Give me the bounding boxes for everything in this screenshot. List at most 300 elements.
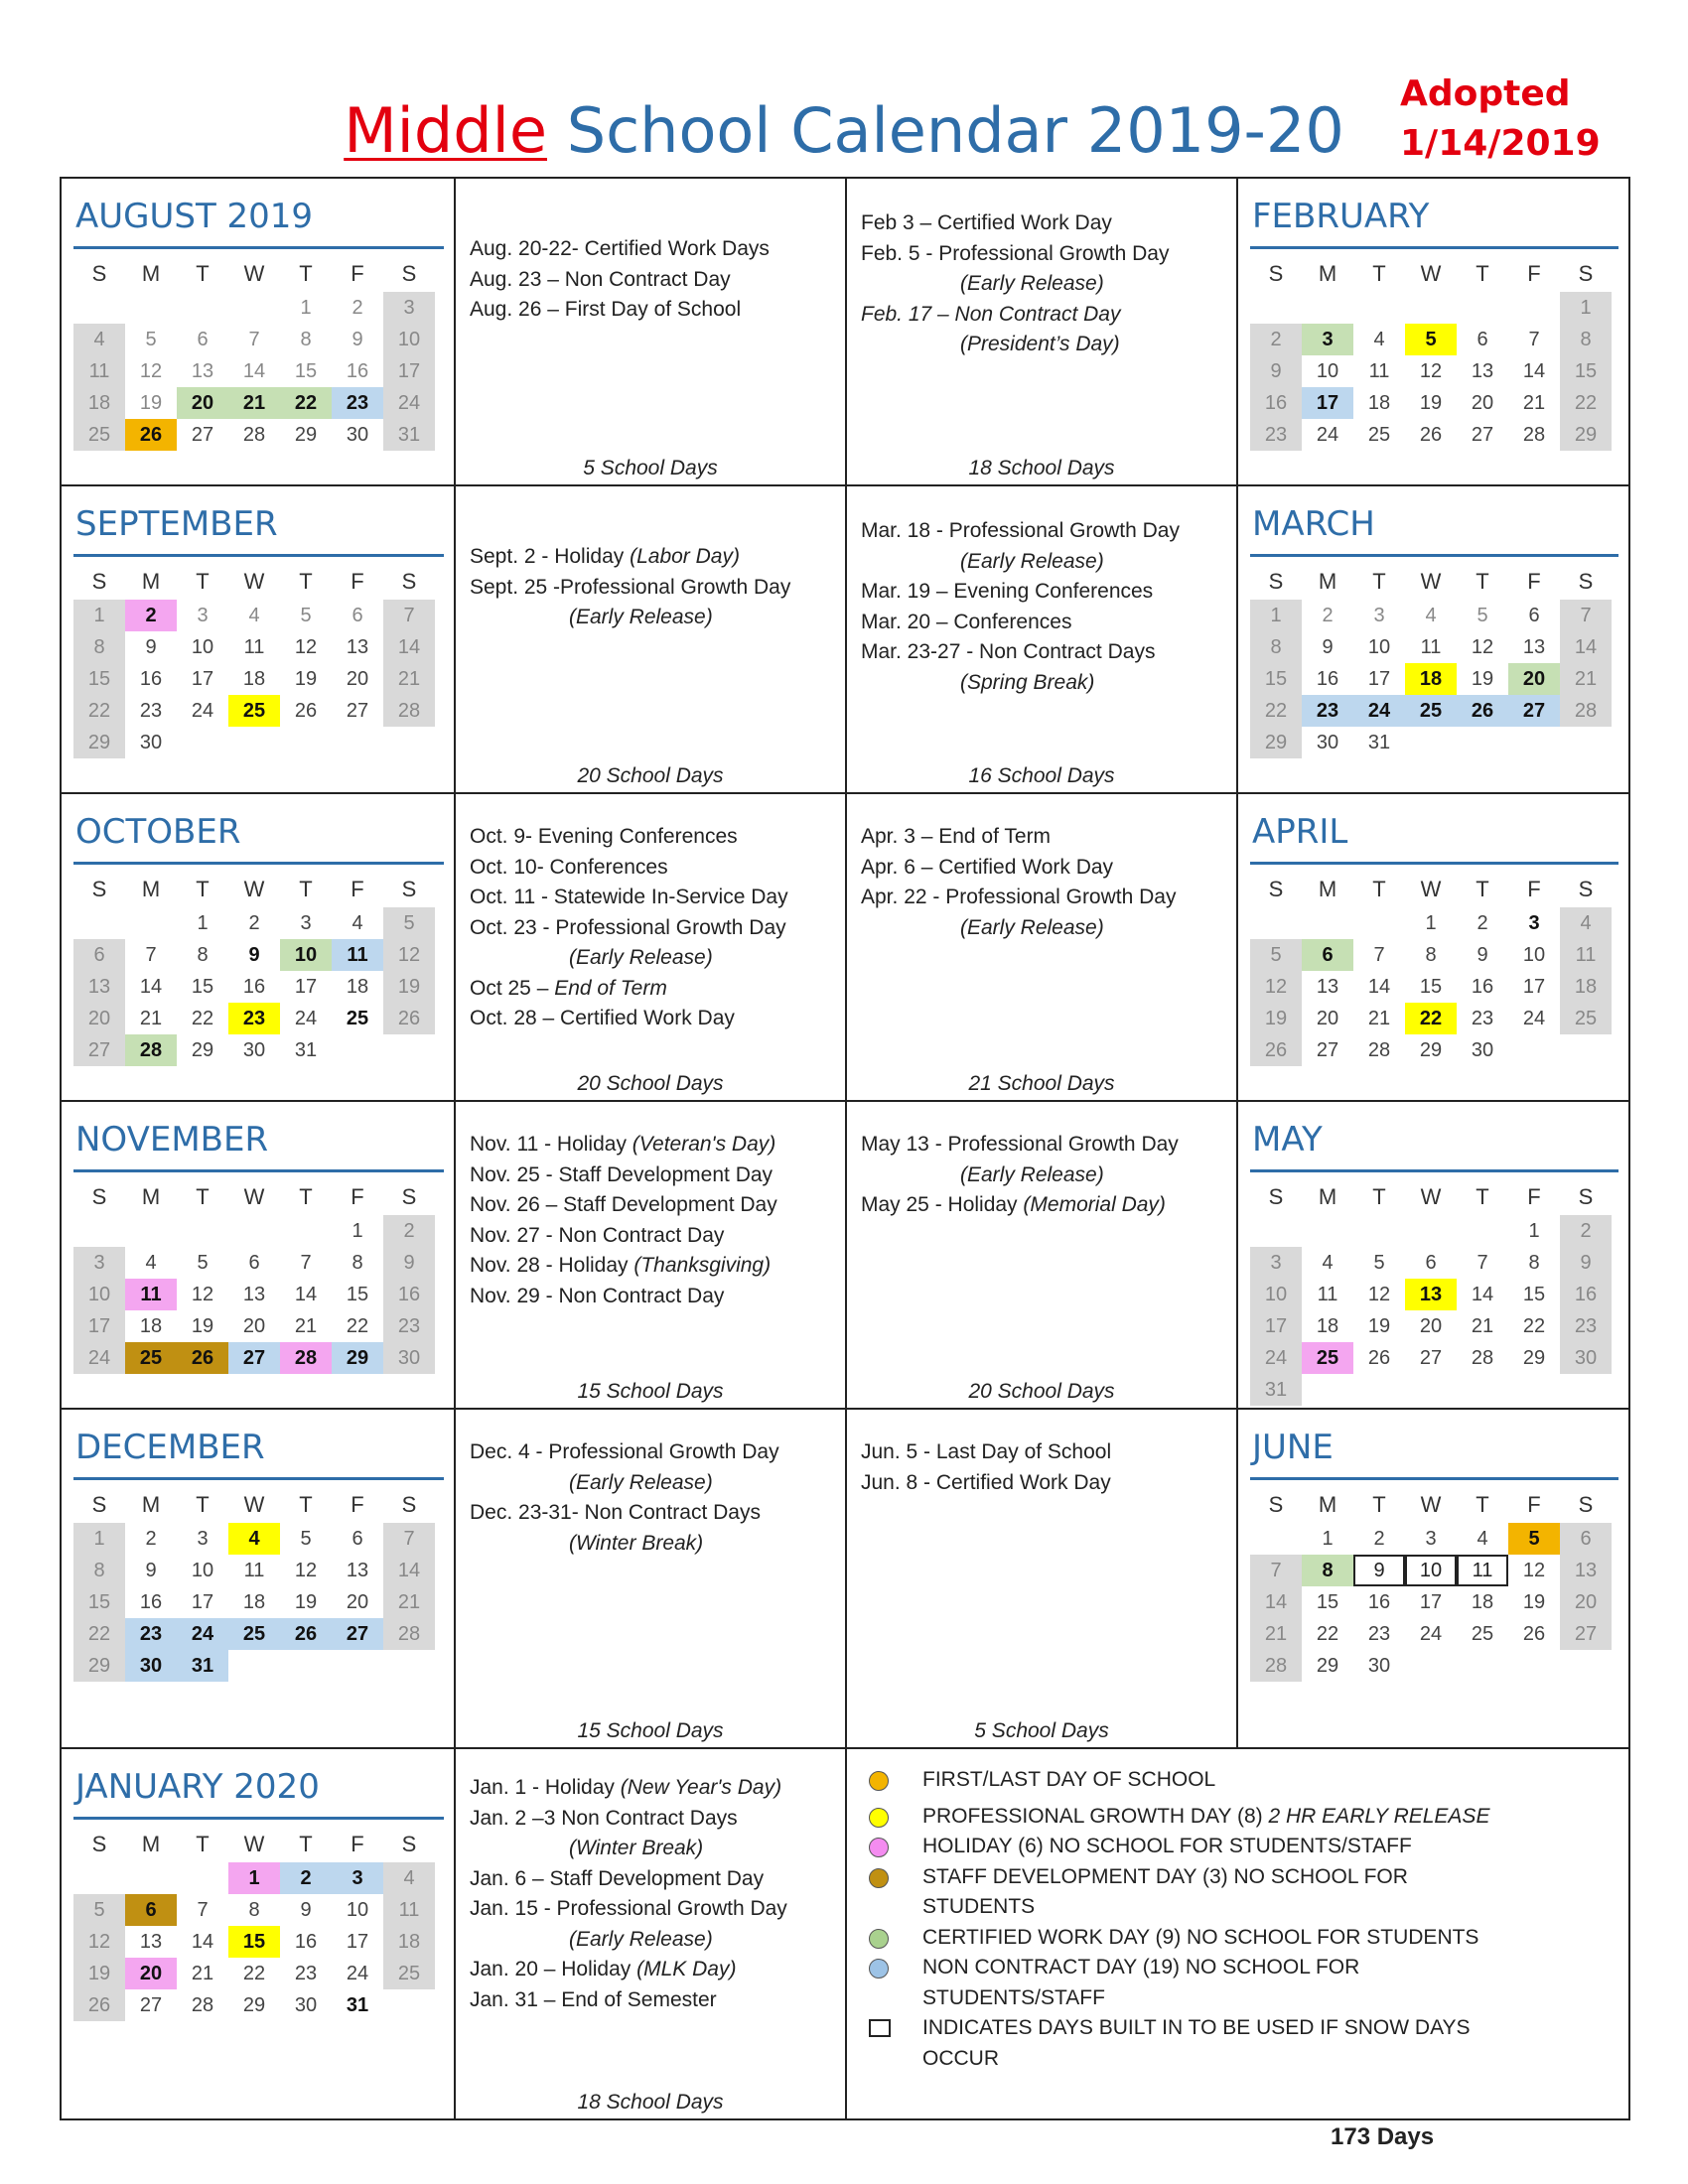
- event-text: Jan. 31 – End of Semester: [470, 1987, 717, 2011]
- day-cell: 24: [1419, 1622, 1443, 1645]
- week-row: [1250, 1279, 1612, 1310]
- empty-day-cell: [1508, 1374, 1560, 1406]
- day-cell: 26: [294, 699, 318, 722]
- day-cell: 4: [1560, 907, 1612, 939]
- day-cell: 24: [294, 1007, 318, 1029]
- day-cell: 2: [1250, 324, 1302, 355]
- event-text: Oct. 28 – Certified Work Day: [470, 1007, 735, 1029]
- event-item: [861, 1468, 1226, 1499]
- day-cell: 20: [1316, 1007, 1339, 1029]
- month-table: [73, 1487, 435, 1682]
- empty-day-cell: [177, 292, 228, 324]
- empty-day-cell: [1250, 1215, 1302, 1247]
- week-row: [73, 1650, 435, 1682]
- week-row: [1250, 292, 1612, 324]
- event-item: [861, 822, 1226, 853]
- weekday-header: W: [243, 1832, 265, 1856]
- event-list: [861, 516, 1226, 698]
- day-cell: 16: [1250, 387, 1302, 419]
- empty-day-cell: [1405, 292, 1457, 324]
- month-cell-jun: [1238, 1410, 1628, 1749]
- day-cell: 18: [1316, 1314, 1339, 1337]
- day-cell: 14: [383, 1555, 435, 1586]
- event-text: Jun. 5 - Last Day of School: [861, 1440, 1112, 1463]
- week-row: [73, 1989, 435, 2021]
- day-cell: 12: [383, 939, 435, 971]
- day-cell: 2: [352, 296, 363, 319]
- event-text: Apr. 22 - Professional Growth Day: [861, 886, 1177, 908]
- weekday-header: F: [351, 261, 364, 286]
- events-cell-feb: [847, 179, 1238, 486]
- empty-day-cell: [228, 1650, 280, 1682]
- day-cell: 3: [1425, 1527, 1437, 1550]
- day-cell: 4: [1373, 328, 1385, 350]
- day-cell: 22: [280, 387, 332, 419]
- event-item: [861, 853, 1226, 884]
- day-cell: 4: [73, 324, 125, 355]
- day-cell: 9: [300, 1898, 312, 1921]
- day-cell: 14: [1560, 631, 1612, 663]
- weekday-header: W: [1420, 1492, 1442, 1517]
- event-item: [861, 608, 1226, 638]
- event-item: [470, 1498, 835, 1529]
- day-cell: 10: [1367, 635, 1391, 658]
- day-cell: 28: [280, 1342, 332, 1374]
- day-cell: 12: [1367, 1283, 1391, 1305]
- month-name: JANUARY 2020: [75, 1767, 320, 1807]
- month-name: FEBRUARY: [1252, 197, 1430, 236]
- event-item: [470, 1282, 835, 1312]
- legend-dot-icon: [869, 1808, 889, 1828]
- day-cell: 13: [1560, 1555, 1612, 1586]
- day-cell: 18: [139, 1314, 163, 1337]
- weekday-header: T: [196, 261, 210, 286]
- day-cell: 9: [145, 1559, 157, 1581]
- day-cell: 22: [1522, 1314, 1546, 1337]
- day-cell: 13: [1405, 1279, 1457, 1310]
- day-cell: 4: [383, 1862, 435, 1894]
- event-item: [861, 300, 1226, 331]
- event-item: (Early Release): [569, 946, 713, 969]
- event-text: Mar. 19 – Evening Conferences: [861, 580, 1154, 603]
- day-cell: 13: [1316, 975, 1339, 998]
- day-cell: 29: [73, 727, 125, 758]
- day-cell: 9: [1353, 1555, 1405, 1586]
- day-cell: 16: [1367, 1590, 1391, 1613]
- day-cell: 23: [1367, 1622, 1391, 1645]
- day-cell: 6: [197, 328, 209, 350]
- day-cell: 5: [145, 328, 157, 350]
- day-cell: 23: [332, 387, 383, 419]
- empty-day-cell: [228, 1215, 280, 1247]
- day-cell: 17: [1367, 667, 1391, 690]
- day-cell: 3: [383, 292, 435, 324]
- weekday-header: W: [243, 569, 265, 594]
- day-cell: 5: [1373, 1251, 1385, 1274]
- weekday-header: S: [91, 569, 107, 594]
- day-cell: 20: [177, 387, 228, 419]
- legend-label-cont: STUDENTS/STAFF: [922, 1985, 1105, 2009]
- day-cell: 23: [1560, 1310, 1612, 1342]
- day-cell: 22: [1316, 1622, 1339, 1645]
- event-text: Jan. 15 - Professional Growth Day: [470, 1897, 787, 1920]
- event-list: [861, 208, 1226, 360]
- event-item: (Early Release): [960, 272, 1104, 295]
- event-list: [470, 542, 835, 633]
- day-cell: 28: [1522, 423, 1546, 446]
- day-cell: 9: [383, 1247, 435, 1279]
- day-cell: 24: [1522, 1007, 1546, 1029]
- week-row: [1250, 1555, 1612, 1586]
- week-row: [73, 1310, 435, 1342]
- month-table: [73, 564, 435, 758]
- legend-item: [859, 1862, 1618, 1923]
- day-cell: 28: [242, 423, 266, 446]
- empty-day-cell: [1457, 1650, 1508, 1682]
- event-list: [470, 1130, 835, 1311]
- day-cell: 22: [1250, 695, 1302, 727]
- day-cell: 14: [139, 975, 163, 998]
- adopted-stamp: [1400, 69, 1601, 169]
- day-cell: 25: [1367, 423, 1391, 446]
- day-cell: 21: [294, 1314, 318, 1337]
- month-name: AUGUST 2019: [75, 197, 314, 236]
- weekday-header: W: [1420, 877, 1442, 901]
- day-cell: 19: [191, 1314, 214, 1337]
- day-cell: 30: [294, 1993, 318, 2016]
- event-text: Oct. 10- Conferences: [470, 855, 668, 879]
- empty-day-cell: [1353, 907, 1405, 939]
- week-row: [73, 1003, 435, 1034]
- day-cell: 19: [1367, 1314, 1391, 1337]
- event-item: [470, 1190, 835, 1221]
- empty-day-cell: [73, 907, 125, 939]
- week-row: [73, 1555, 435, 1586]
- month-cell-aug: [62, 179, 456, 486]
- day-cell: 13: [346, 635, 369, 658]
- day-cell: 1: [1528, 1219, 1540, 1242]
- day-cell: 16: [242, 975, 266, 998]
- month-name: MAY: [1252, 1120, 1323, 1160]
- day-cell: 24: [177, 1618, 228, 1650]
- day-cell: 12: [1419, 359, 1443, 382]
- week-row: [1250, 1003, 1612, 1034]
- day-cell: 1: [197, 911, 209, 934]
- weekday-header: T: [1372, 261, 1386, 286]
- day-cell: 23: [1471, 1007, 1494, 1029]
- weekday-header: T: [299, 1184, 313, 1209]
- event-item: (Early Release): [960, 1162, 1104, 1186]
- month-name: OCTOBER: [75, 812, 241, 852]
- empty-day-cell: [1353, 292, 1405, 324]
- day-cell: 19: [1250, 1003, 1302, 1034]
- day-cell: 18: [383, 1926, 435, 1958]
- day-cell: 13: [1522, 635, 1546, 658]
- weekday-header: F: [1527, 569, 1541, 594]
- day-cell: 4: [248, 604, 260, 626]
- school-days: 5 School Days: [974, 1719, 1109, 1742]
- event-item: [470, 265, 835, 296]
- legend-label: NON CONTRACT DAY (19) NO SCHOOL FOR: [922, 1956, 1360, 1979]
- empty-day-cell: [383, 1034, 435, 1066]
- day-cell: 9: [1322, 635, 1334, 658]
- week-row: [1250, 727, 1612, 758]
- event-text: Mar. 23-27 - Non Contract Days: [861, 640, 1156, 663]
- event-list: [470, 822, 835, 1034]
- day-cell: 23: [294, 1962, 318, 1984]
- week-row: [1250, 324, 1612, 355]
- month-underline: [1250, 1477, 1618, 1480]
- day-cell: 25: [228, 1618, 280, 1650]
- month-underline: [73, 554, 444, 557]
- day-cell: 8: [300, 328, 312, 350]
- day-cell: 12: [1250, 971, 1302, 1003]
- event-item: [470, 295, 835, 326]
- event-text: Jan. 20 – Holiday: [470, 1958, 637, 1980]
- month-table: [73, 1179, 435, 1374]
- weekday-header: T: [196, 1492, 210, 1517]
- day-cell: 10: [383, 324, 435, 355]
- day-cell: 2: [145, 1527, 157, 1550]
- day-cell: 5: [73, 1894, 125, 1926]
- empty-day-cell: [1302, 1215, 1353, 1247]
- event-item: [470, 853, 835, 884]
- month-cell-feb: [1238, 179, 1628, 486]
- day-cell: 15: [1419, 975, 1443, 998]
- event-note: (MLK Day): [636, 1958, 737, 1980]
- week-row: [1250, 1034, 1612, 1066]
- day-cell: 8: [1302, 1555, 1353, 1586]
- empty-day-cell: [228, 292, 280, 324]
- weekday-header: S: [401, 261, 417, 286]
- weekday-header: W: [243, 1184, 265, 1209]
- day-cell: 24: [346, 1962, 369, 1984]
- event-list: [470, 1773, 835, 2015]
- day-cell: 24: [1353, 695, 1405, 727]
- day-cell: 12: [73, 1926, 125, 1958]
- day-cell: 28: [125, 1034, 177, 1066]
- day-cell: 2: [1373, 1527, 1385, 1550]
- day-cell: 14: [1471, 1283, 1494, 1305]
- day-cell: 29: [1316, 1654, 1339, 1677]
- event-item: [470, 1955, 835, 1985]
- day-cell: 3: [73, 1247, 125, 1279]
- weekday-header: M: [141, 261, 161, 286]
- empty-day-cell: [228, 727, 280, 758]
- weekday-header: S: [401, 569, 417, 594]
- day-cell: 22: [346, 1314, 369, 1337]
- event-item: (President’s Day): [960, 333, 1120, 355]
- legend-label-cont: STUDENTS: [922, 1895, 1036, 1918]
- week-row: [1250, 419, 1612, 451]
- empty-day-cell: [280, 727, 332, 758]
- weekday-header: S: [1578, 877, 1594, 901]
- event-text: Nov. 25 - Staff Development Day: [470, 1162, 774, 1186]
- events-cell-jun: [847, 1410, 1238, 1749]
- day-cell: 12: [139, 359, 163, 382]
- weekday-header-row: [1250, 564, 1612, 600]
- empty-day-cell: [73, 292, 125, 324]
- weekday-header-row: [1250, 872, 1612, 907]
- day-cell: 11: [1457, 1555, 1508, 1586]
- event-item: [470, 1251, 835, 1282]
- day-cell: 1: [1322, 1527, 1334, 1550]
- day-cell: 15: [1316, 1590, 1339, 1613]
- empty-day-cell: [1405, 1215, 1457, 1247]
- weekday-header: T: [299, 1492, 313, 1517]
- day-cell: 26: [280, 1618, 332, 1650]
- day-cell: 8: [73, 631, 125, 663]
- day-cell: 12: [294, 1559, 318, 1581]
- legend-note: 2 HR EARLY RELEASE: [1268, 1804, 1490, 1828]
- day-cell: 19: [1522, 1590, 1546, 1613]
- weekday-header: F: [351, 1832, 364, 1856]
- day-cell: 23: [139, 699, 163, 722]
- event-text: May 25 - Holiday: [861, 1193, 1024, 1216]
- month-table: [1250, 564, 1612, 758]
- empty-day-cell: [1353, 1374, 1405, 1406]
- month-cell-may: [1238, 1102, 1628, 1410]
- week-row: [1250, 1247, 1612, 1279]
- weekday-header: M: [141, 877, 161, 901]
- event-item: [470, 974, 835, 1005]
- day-cell: 2: [125, 600, 177, 631]
- weekday-header: T: [1372, 877, 1386, 901]
- day-cell: 3: [197, 604, 209, 626]
- day-cell: 9: [1477, 943, 1488, 966]
- weekday-header: S: [401, 1492, 417, 1517]
- weekday-header: W: [1420, 569, 1442, 594]
- event-item: [470, 1221, 835, 1252]
- day-cell: 7: [1373, 943, 1385, 966]
- day-cell: 17: [73, 1310, 125, 1342]
- weekday-header: S: [1268, 261, 1284, 286]
- day-cell: 24: [73, 1342, 125, 1374]
- empty-day-cell: [1560, 1374, 1612, 1406]
- event-item: [470, 913, 835, 944]
- event-list: [470, 234, 835, 326]
- day-cell: 17: [1250, 1310, 1302, 1342]
- empty-day-cell: [383, 1989, 435, 2021]
- day-cell: 30: [139, 731, 163, 753]
- day-cell: 28: [1367, 1038, 1391, 1061]
- event-text: Jan. 2 –3 Non Contract Days: [470, 1806, 738, 1830]
- day-cell: 14: [1367, 975, 1391, 998]
- event-text: Mar. 20 – Conferences: [861, 610, 1072, 633]
- day-cell: 16: [1560, 1279, 1612, 1310]
- adopted-label: Adopted: [1400, 73, 1571, 114]
- school-days: 18 School Days: [577, 2091, 724, 2114]
- weekday-header: F: [351, 1492, 364, 1517]
- day-cell: 30: [1367, 1654, 1391, 1677]
- day-cell: 15: [1250, 663, 1302, 695]
- day-cell: 11: [125, 1279, 177, 1310]
- day-cell: 25: [73, 419, 125, 451]
- day-cell: 29: [294, 423, 318, 446]
- weekday-header: S: [91, 261, 107, 286]
- day-cell: 29: [332, 1342, 383, 1374]
- week-row: [73, 695, 435, 727]
- day-cell: 4: [1425, 604, 1437, 626]
- weekday-header: F: [1527, 1492, 1541, 1517]
- weekday-header: M: [141, 1832, 161, 1856]
- event-item: [861, 208, 1226, 239]
- day-cell: 15: [228, 1926, 280, 1958]
- legend-label: HOLIDAY (6) NO SCHOOL FOR STUDENTS/STAFF: [922, 1835, 1412, 1857]
- week-row: [73, 1034, 435, 1066]
- week-row: [73, 1894, 435, 1926]
- day-cell: 24: [383, 387, 435, 419]
- school-days: 20 School Days: [968, 1380, 1115, 1403]
- day-cell: 10: [1316, 359, 1339, 382]
- day-cell: 24: [1316, 423, 1339, 446]
- day-cell: 3: [300, 911, 312, 934]
- event-text: Apr. 3 – End of Term: [861, 825, 1052, 848]
- day-cell: 17: [191, 667, 214, 690]
- week-row: [73, 1862, 435, 1894]
- day-cell: 27: [191, 423, 214, 446]
- weekday-header: S: [91, 877, 107, 901]
- day-cell: 17: [383, 355, 435, 387]
- event-item: (Early Release): [569, 1470, 713, 1494]
- day-cell: 15: [73, 663, 125, 695]
- weekday-header-row: [73, 1487, 435, 1523]
- day-cell: 26: [1367, 1346, 1391, 1369]
- week-row: [73, 631, 435, 663]
- day-cell: 19: [1419, 391, 1443, 414]
- event-note: (Memorial Day): [1023, 1193, 1166, 1216]
- weekday-header: T: [1476, 1492, 1489, 1517]
- day-cell: 10: [1405, 1555, 1457, 1586]
- event-list: [470, 1437, 835, 1559]
- weekday-header-row: [1250, 1179, 1612, 1215]
- day-cell: 15: [346, 1283, 369, 1305]
- day-cell: 25: [125, 1342, 177, 1374]
- day-cell: 18: [242, 667, 266, 690]
- day-cell: 6: [125, 1894, 177, 1926]
- empty-day-cell: [1457, 727, 1508, 758]
- event-item: (Winter Break): [569, 1531, 704, 1555]
- weekday-header-row: [73, 256, 435, 292]
- title-rest: School Calendar 2019-20: [547, 94, 1344, 167]
- month-cell-sep: [62, 486, 456, 794]
- month-name: APRIL: [1252, 812, 1348, 852]
- day-cell: 8: [248, 1898, 260, 1921]
- day-cell: 27: [1508, 695, 1560, 727]
- day-cell: 20: [73, 1003, 125, 1034]
- day-cell: 11: [332, 939, 383, 971]
- event-list: [861, 1130, 1226, 1221]
- week-row: [73, 324, 435, 355]
- event-item: [861, 1190, 1226, 1221]
- week-row: [73, 1586, 435, 1618]
- day-cell: 6: [1528, 604, 1540, 626]
- legend-dot-icon: [869, 1929, 889, 1949]
- day-cell: 22: [1405, 1003, 1457, 1034]
- event-item: (Early Release): [960, 915, 1104, 939]
- day-cell: 18: [346, 975, 369, 998]
- day-cell: 6: [73, 939, 125, 971]
- week-row: [73, 907, 435, 939]
- day-cell: 28: [1560, 695, 1612, 727]
- month-underline: [73, 246, 444, 249]
- day-cell: 7: [1477, 1251, 1488, 1274]
- day-cell: 30: [125, 1650, 177, 1682]
- weekday-header: M: [141, 1492, 161, 1517]
- week-row: [1250, 663, 1612, 695]
- day-cell: 23: [1250, 419, 1302, 451]
- day-cell: 13: [242, 1283, 266, 1305]
